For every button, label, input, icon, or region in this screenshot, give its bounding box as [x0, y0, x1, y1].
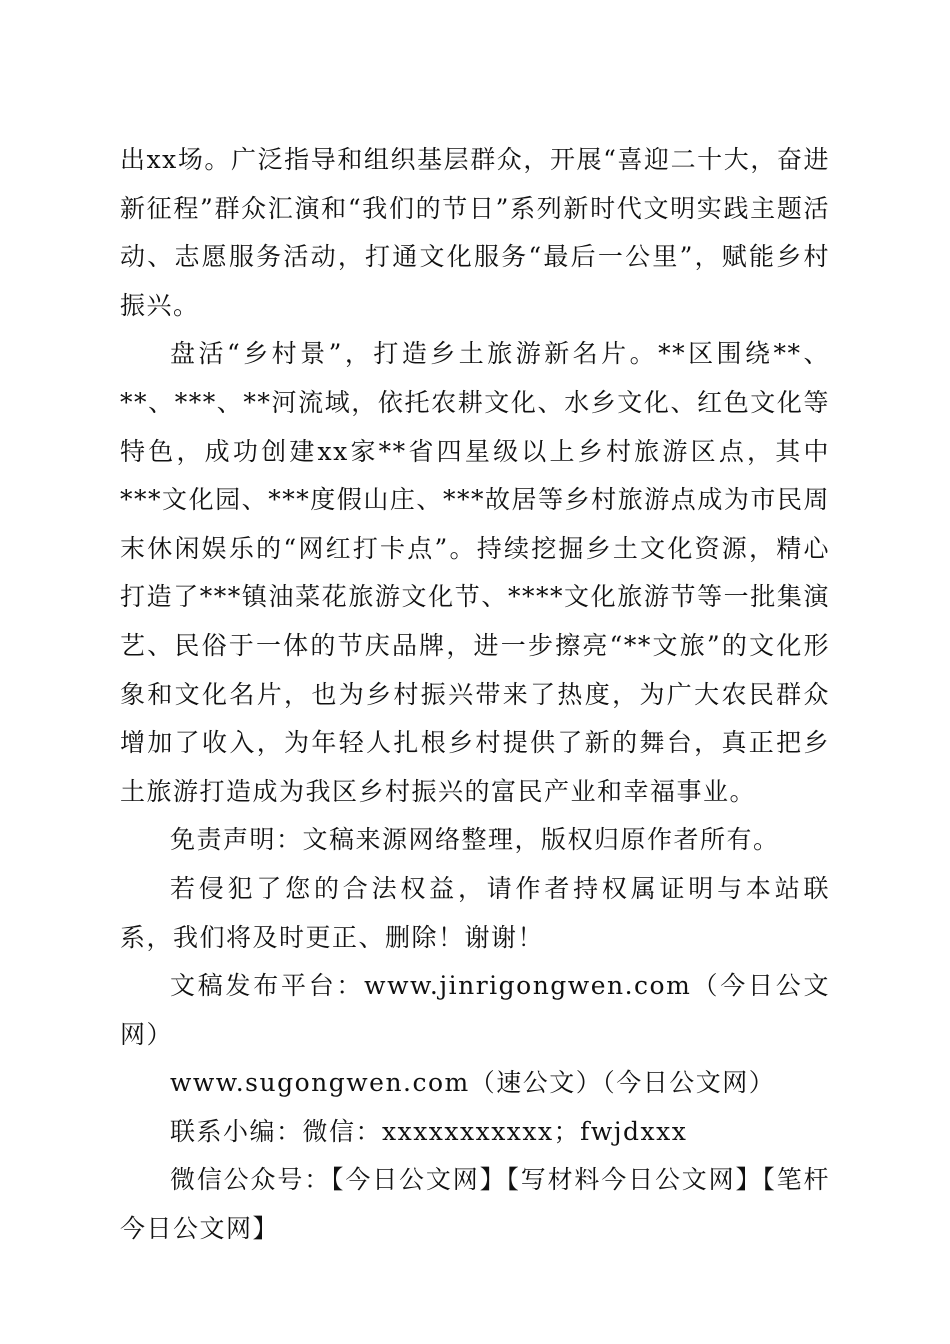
alt-site-line: www.sugongwen.com（速公文）（今日公文网）	[170, 1068, 776, 1098]
contact-editor-line: 联系小编：微信：xxxxxxxxxxx；fwjdxxx	[170, 1116, 688, 1146]
infringement-notice: 若侵犯了您的合法权益，请作者持权属证明与本站联系，我们将及时更正、删除！谢谢！	[120, 873, 830, 952]
wechat-accounts-line: 微信公众号：【今日公文网】【写材料今日公文网】【笔杆今日公文网】	[120, 1165, 830, 1244]
publish-platform-line: 文稿发布平台：www.jinrigongwen.com（今日公文网）	[120, 971, 830, 1049]
paragraph-continuation: 出xx场。广泛指导和组织基层群众，开展“喜迎二十大，奋进新征程”群众汇演和“我们的节日”系列新时代文明实践主题活动、志愿服务活动，打通文化服务“最后一公里”，赋能乡村振兴。	[120, 145, 830, 320]
disclaimer-line: 免责声明：文稿来源网络整理，版权归原作者所有。	[170, 825, 780, 855]
document-body	[120, 136, 830, 1254]
paragraph-rural-tourism: 盘活“乡村景”，打造乡土旅游新名片。**区围绕**、**、***、**河流域，依托农耕文化、水乡文化、红色文化等特色，成功创建xx家**省四星级以上乡村旅游区点，其中***文化园、***度假山庄、***故居等乡村旅游点成为市民周末休闲娱乐的“网红打卡点”。持续挖掘乡土文化资源，精心打造了***镇油菜花旅游文化节、****文化旅游节等一批集演艺、民俗于一体的节庆品牌，进一步擦亮“**文旅”的文化形象和文化名片，也为乡村振兴带来了热度，为广大农民群众增加了收入，为年轻人扎根乡村提供了新的舞台，真正把乡土旅游打造成为我区乡村振兴的富民产业和幸福事业。	[120, 339, 830, 806]
